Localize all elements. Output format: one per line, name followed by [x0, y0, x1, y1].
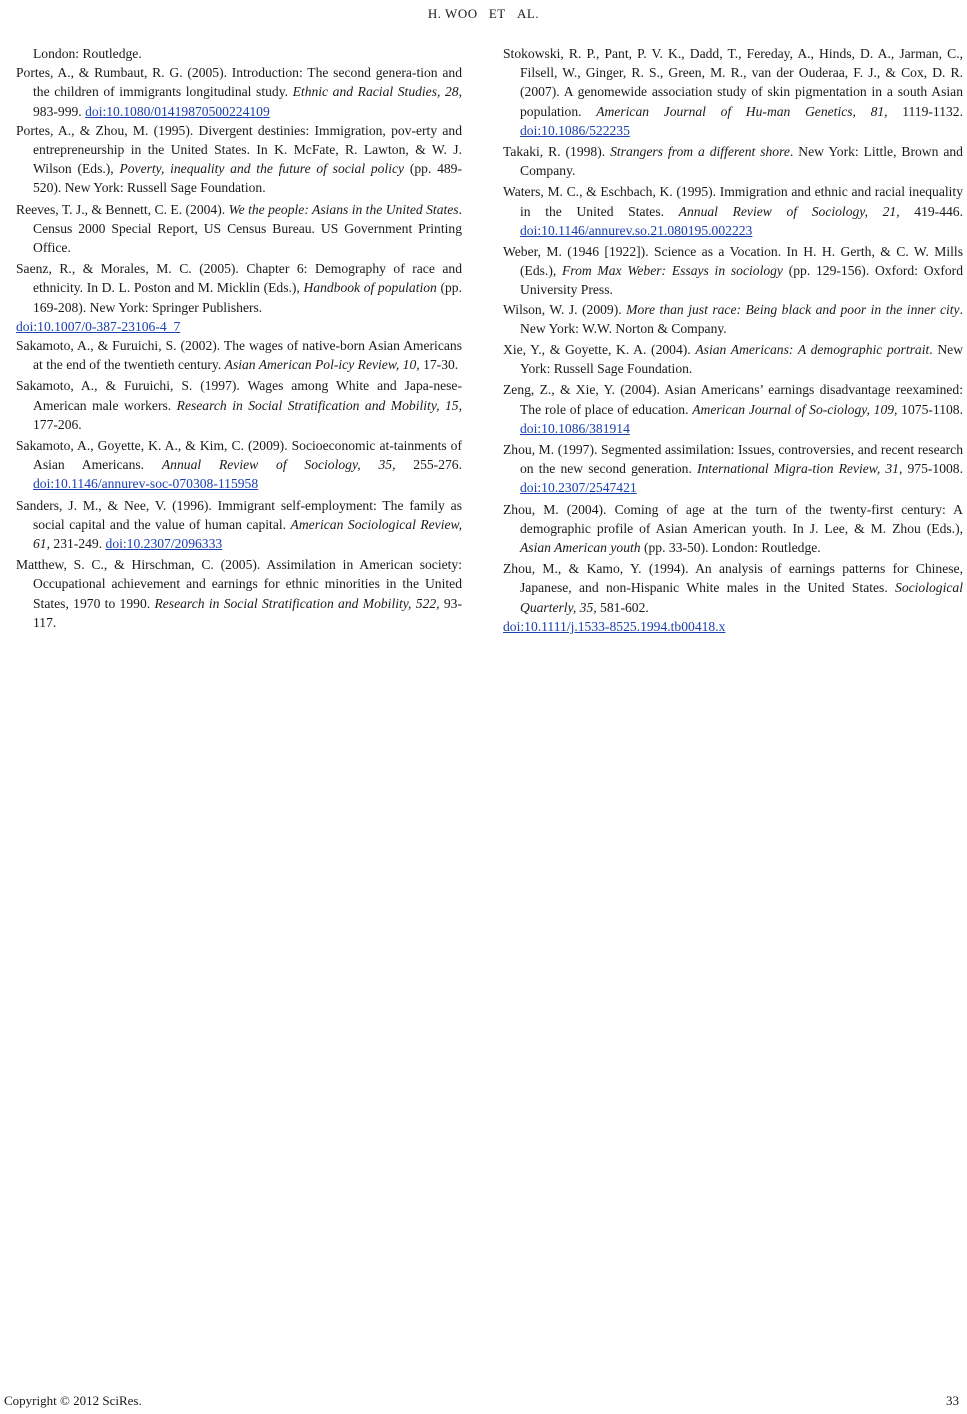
- doi-link[interactable]: doi:10.1086/381914: [520, 420, 630, 436]
- reference-entry: Stokowski, R. P., Pant, P. V. K., Dadd, T., Fereday, A., Hinds, D. A., Jarman, C., Filsell, W., Ginger, R. S., Green, M. R., van der Ouderaa, F. J., & Cox, D. R. (2007). A genomewide association study of skin pigmentation in a south Asian population. American Journal of Hu-man Genetics, 81, 1119-1132. doi:10.1086/522235: [503, 46, 963, 138]
- running-head: H. WOO ET AL.: [427, 6, 540, 21]
- reference-entry: Zhou, M., & Kamo, Y. (1994). An analysis of earnings patterns for Chinese, Japanese, and non-Hispanic White males in the United States. Sociological Quarterly, 35, 581-602. doi:10.1111/j.1533-8525.1994.tb00418.x: [503, 559, 963, 636]
- reference-entry: London: Routledge.: [33, 46, 142, 61]
- reference-entry: Sanders, J. M., & Nee, V. (1996). Immigrant self-employment: The family as social capital and the value of human capital. American Sociological Review, 61, 231-249. doi:10.2307/2096333: [16, 497, 462, 552]
- references-left-column: [16, 44, 462, 632]
- doi-link[interactable]: doi:10.2307/2096333: [105, 536, 223, 552]
- page-number: 33: [946, 1393, 959, 1408]
- reference-entry: Saenz, R., & Morales, M. C. (2005). Chapter 6: Demography of race and ethnicity. In D. L. Poston and M. Micklin (Eds.), Handbook of population (pp. 169-208). New York: Springer Publishers. doi:10.1007/0-387-23106-4_7: [16, 259, 462, 336]
- doi-link[interactable]: doi:10.1146/annurev-soc-070308-115958: [33, 476, 259, 492]
- reference-entry: Takaki, R. (1998). Strangers from a different shore. New York: Little, Brown and Company.: [503, 144, 963, 179]
- doi-link[interactable]: doi:10.1007/0-387-23106-4_7: [16, 318, 181, 334]
- reference-entry: Zhou, M. (2004). Coming of age at the turn of the twenty-first century: A demographic profile of Asian American youth. In J. Lee, & M. Zhou (Eds.), Asian American youth (pp. 33-50). London: Routledge.: [503, 501, 963, 556]
- reference-entry: Waters, M. C., & Eschbach, K. (1995). Immigration and ethnic and racial inequality in the United States. Annual Review of Sociology, 21, 419-446. doi:10.1146/annurev.so.21.080195.002223: [503, 184, 963, 238]
- references-right-column: [503, 44, 963, 636]
- reference-entry: Sakamoto, A., & Furuichi, S. (1997). Wages among White and Japa-nese-American male workers. Research in Social Stratification and Mobility, 15, 177-206.: [16, 378, 462, 432]
- doi-link[interactable]: doi:10.1080/01419870500224109: [85, 103, 270, 119]
- reference-entry: Xie, Y., & Goyette, K. A. (2004). Asian Americans: A demographic portrait. New York: Russell Sage Foundation.: [503, 342, 964, 377]
- doi-link[interactable]: doi:10.1111/j.1533-8525.1994.tb00418.x: [503, 618, 726, 634]
- doi-link[interactable]: doi:10.2307/2547421: [520, 480, 637, 496]
- reference-entry: Sakamoto, A., Goyette, K. A., & Kim, C. (2009). Socioeconomic at-tainments of Asian Americans. Annual Review of Sociology, 35, 255-276. doi:10.1146/annurev-soc-070308-115958: [16, 438, 462, 492]
- copyright-notice: Copyright © 2012 SciRes.: [4, 1393, 142, 1408]
- doi-link[interactable]: doi:10.1086/522235: [520, 122, 630, 138]
- reference-entry: Reeves, T. J., & Bennett, C. E. (2004). We the people: Asians in the United States. Census 2000 Special Report, US Census Bureau. US Government Printing Office.: [16, 201, 462, 256]
- reference-entry: Weber, M. (1946 [1922]). Science as a Vocation. In H. H. Gerth, & C. W. Mills (Eds.), From Max Weber: Essays in sociology (pp. 129-156). Oxford: Oxford University Press.: [503, 244, 963, 298]
- reference-entry: Matthew, S. C., & Hirschman, C. (2005). Assimilation in American society: Occupational achievement and earnings for ethnic minorities in the United States, 1970 to 1990. Research in Social Stratification and Mobility, 522, 93-117.: [16, 557, 462, 630]
- reference-entry: Zeng, Z., & Xie, Y. (2004). Asian Americans’ earnings disadvantage reexamined: The role of place of education. American Journal of So-ciology, 109, 1075-1108. doi:10.1086/381914: [503, 382, 963, 436]
- page-footer: [0, 1393, 967, 1413]
- reference-entry: Zhou, M. (1997). Segmented assimilation: Issues, controversies, and recent research on the new second generation. International Migra-tion Review, 31, 975-1008. doi:10.2307/2547421: [503, 442, 963, 496]
- reference-entry: Portes, A., & Zhou, M. (1995). Divergent destinies: Immigration, pov-erty and entrepreneurship in the United States. In K. McFate, R. Lawton, & W. J. Wilson (Eds.), Poverty, inequality and the future of social policy (pp. 489-520). New York: Russell Sage Foundation.: [16, 122, 463, 196]
- reference-entry: Portes, A., & Rumbaut, R. G. (2005). Introduction: The second genera-tion and the children of immigrants longitudinal study. Ethnic and Racial Studies, 28, 983-999. doi:10.1080/01419870500224109: [16, 65, 462, 119]
- doi-link[interactable]: doi:10.1146/annurev.so.21.080195.002223: [520, 222, 753, 238]
- reference-entry: Wilson, W. J. (2009). More than just race: Being black and poor in the inner city. New York: W.W. Norton & Company.: [503, 301, 963, 336]
- reference-entry: Sakamoto, A., & Furuichi, S. (2002). The wages of native-born Asian Americans at the end of the twentieth century. Asian American Pol-icy Review, 10, 17-30.: [16, 338, 462, 373]
